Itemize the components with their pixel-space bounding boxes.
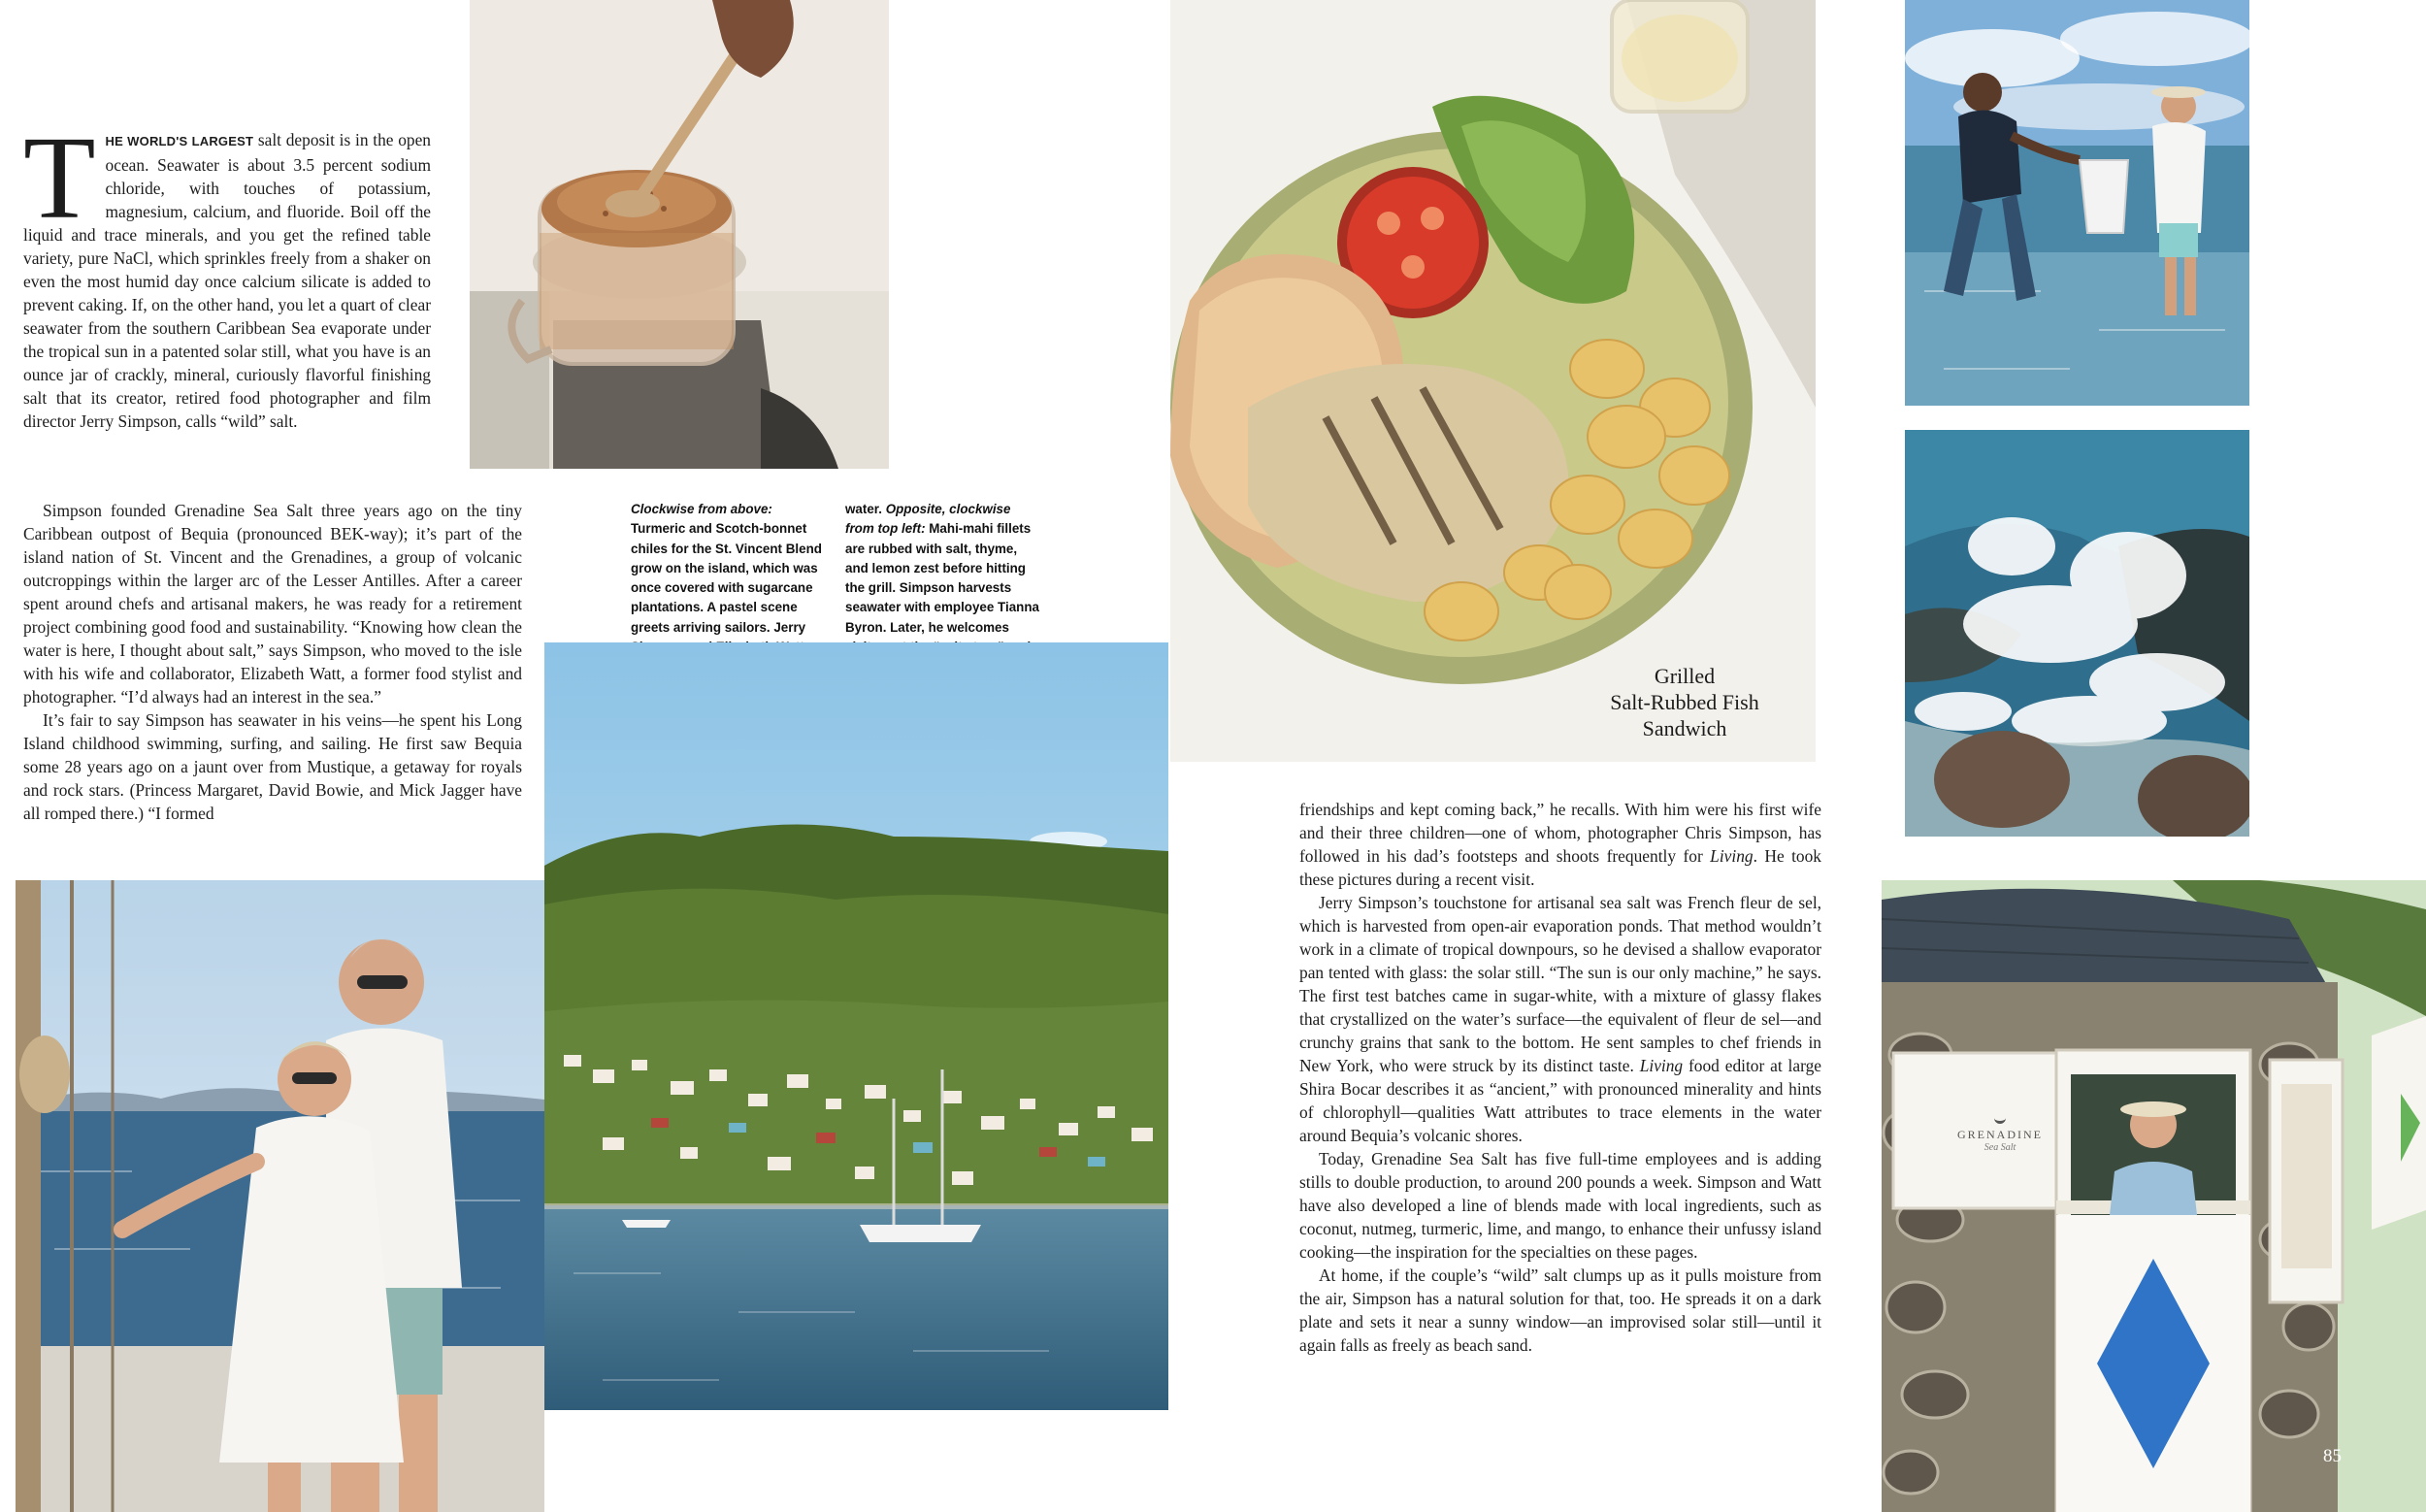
article-column-1 bbox=[23, 113, 432, 433]
caption-lead-2: Opposite, clockwise from top left: bbox=[845, 502, 1011, 537]
caption-text-1a: Turmeric and Scotch-bonnet chiles for the St. Vincent Blend grow on the island, which was once covered with sugarcane plantations. A pastel scene greets arriving sailors. Jerry bbox=[631, 521, 822, 635]
store-sign bbox=[1932, 1113, 2068, 1153]
page-number: 85 bbox=[2323, 1446, 2342, 1466]
article-paragraph-5-a: Jerry Simpson’s touchstone for artisanal sea salt was French fleur de sel, which is harvested from open-air evaporation ponds. That method wouldn’t work in a climate of tropical downpours, so he devised a shallow evaporator pan tented with glass: the solar still. “The sun is our only machine,” he says. The first test batches came in sugar-white, with a mixture of glassy flakes that crystallized on the water’s surface—the equivalent of fleur de sel—and crunchy grains that sank to the bottom. He sent samples to chef friends in New York, who were struck by its distinct taste. bbox=[1299, 893, 1821, 1075]
fish-sandwich-photo bbox=[1170, 0, 1816, 762]
article-paragraph-5 bbox=[1299, 891, 1821, 1147]
harbor-photo bbox=[544, 642, 1168, 1410]
food-label-line-1: Grilled bbox=[1654, 664, 1716, 688]
article-paragraph-6: Today, Grenadine Sea Salt has five full-time employees and is adding stills to double production, to around 200 pounds a week. Simpson and Watt have also developed a line of blends made with local ingredients, such as coconut, nutmeg, turmeric, lime, and mango, to enhance their unfussy island cooking—the inspiration for the specialties on these pages. bbox=[1299, 1149, 1821, 1262]
food-label bbox=[1578, 663, 1791, 741]
store-sign-icon bbox=[1994, 1113, 2006, 1124]
crashing-wave-photo bbox=[1905, 430, 2249, 837]
article-column-2 bbox=[23, 499, 522, 825]
store-sign-script: Sea Salt bbox=[1983, 1142, 2016, 1153]
food-label-line-2: Salt-Rubbed Fish bbox=[1610, 690, 1759, 714]
article-paragraph-7: At home, if the couple’s “wild” salt clumps up as it pulls moisture from the air, Simpson has a natural solution for that, too. He spreads it on a dark plate and sets it near a sunny window—an improvised solar still—until it again falls as freely as beach sand. bbox=[1299, 1265, 1821, 1355]
food-label-line-3: Sandwich bbox=[1642, 716, 1727, 740]
lede-smallcaps: HE WORLD'S LARGEST bbox=[105, 134, 254, 148]
article-paragraph-5-b: food editor at large Shira Bocar describes it as “ancient,” with pronounced minerality and hints of chlorophyll—qualities Watt attributes to trace elements in the water around Bequia’s volcanic shores. bbox=[1299, 1056, 1821, 1145]
article-paragraph-4-italic: Living bbox=[1710, 846, 1754, 866]
article-paragraph-1-text: salt deposit is in the open ocean. Seawater is about 3.5 percent sodium chloride, with touches of potassium, magnesium, calcium, and fluoride. Boil off the liquid and trace minerals, and you get the refined table variety, pure NaCl, which sprinkles freely from a shaker on even the most humid day once calcium silicate is added to prevent caking. If, on the other hand, you let a quart of clear seawater from the southern Caribbean Sea evaporate under the tropical sun in a patented solar still, what you have is an ounce jar of crackly, mineral, curiously flavorful finishing salt that its creator, retired food photographer and film director Jerry Simpson, calls “wild” salt. bbox=[23, 130, 432, 431]
article-paragraph-3: It’s fair to say Simpson has seawater in his veins—he spent his Long Island childhood swimming, surfing, and sailing. He first saw Bequia some 28 years ago on a jaunt over from Mustique, a getaway for royals and rock stars. (Princess Margaret, David Bowie, and Mick Jagger have all romped there.) “I formed bbox=[23, 710, 522, 823]
caption-text-2a: water. bbox=[845, 502, 886, 516]
caption-text-2b: Mahi-mahi fillets are rubbed with salt, thyme, and lemon zest before hitting the grill. Simpson harvests seawater with employee Tianna Byron. Later, he welcomes bbox=[845, 521, 1039, 635]
article-paragraph-5-italic: Living bbox=[1639, 1056, 1684, 1075]
article-paragraph-4-a: friendships and kept coming back,” he recalls. With him were his first wife and their three children—one of whom, photographer Chris Simpson, has followed in his dad’s footsteps and shoots frequently for bbox=[1299, 800, 1821, 866]
article-paragraph-4-b: . He took these pictures during a recent visit. bbox=[1299, 846, 1821, 889]
caption-lead-1: Clockwise from above: bbox=[631, 502, 772, 516]
salt-jar-photo bbox=[470, 0, 889, 469]
store-sign-brand: GRENADINE bbox=[1957, 1128, 2043, 1141]
salt-store-photo bbox=[1882, 880, 2426, 1512]
couple-sailboat-photo bbox=[16, 880, 544, 1512]
article-paragraph-4 bbox=[1299, 798, 1821, 891]
seawater-harvest-photo bbox=[1905, 0, 2249, 406]
article-column-3 bbox=[1299, 798, 1821, 1357]
article-paragraph-2: Simpson founded Grenadine Sea Salt three years ago on the tiny Caribbean outpost of Bequia (pronounced BEK-way); it’s part of the island nation of St. Vincent and the Grenadines, a group of volcanic outcroppings within the larger arc of the Lesser Antilles. After a career spent around chefs and artisanal makers, he was ready for a retirement project combining good food and sustainability. “Knowing how clean the water is here, I thought about salt,” says Simpson, who moved to the isle with his wife and collaborator, Elizabeth Watt, a former food stylist and photographer. “I’d always had an interest in the sea.” bbox=[23, 501, 522, 707]
dropcap: T bbox=[23, 113, 96, 244]
